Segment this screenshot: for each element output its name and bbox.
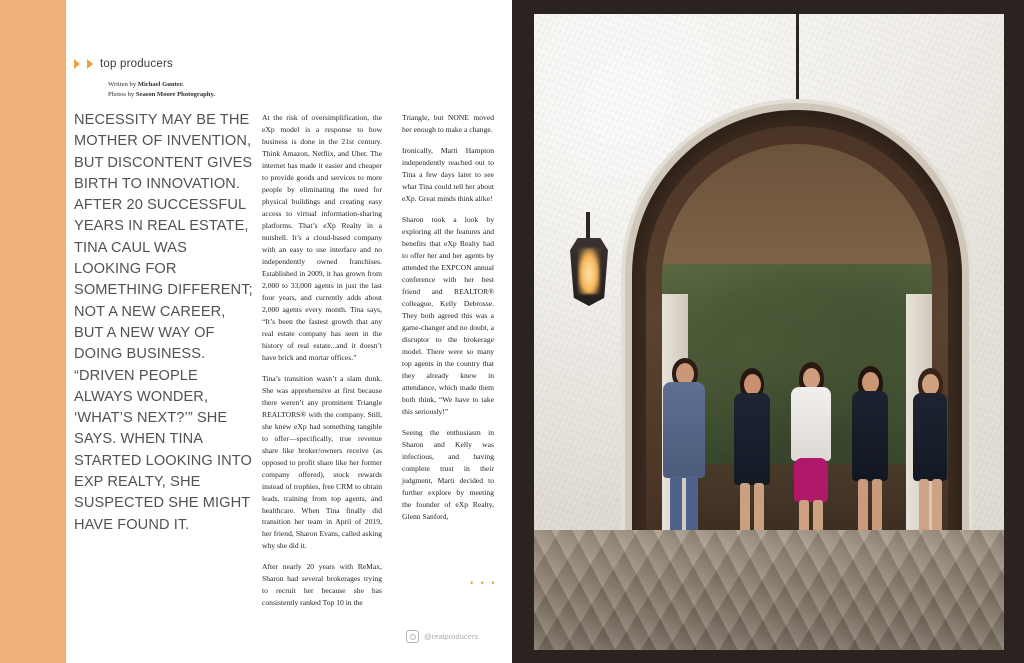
paragraph: Triangle, but NONE moved her enough to make a change. [402,113,494,134]
left-bleed-bar [0,0,66,663]
body-column-three [402,112,494,532]
kicker-label: top producers [100,58,173,70]
paragraph: Seeing the enthusiasm in Sharon and Kelly was infectious, and having complete trust in their judgment, Marti decided to further explore by meeting the founder of eXp Realty, Glenn Sanford, [402,427,494,521]
head [862,372,879,393]
paragraph: Ironically, Marti Hampton independently reached out to Tina a few days later to see what Tina could tell her about eXp. Great minds think alike! [402,145,494,203]
byline-written [108,80,215,90]
byline-written-name: Michael Gunter. [137,81,184,88]
stone-porch-floor [534,530,1004,650]
sconce-glow [578,248,600,294]
chevron-right-icon [74,59,80,69]
outfit [791,387,831,461]
byline-written-prefix: Written by [108,81,138,88]
byline-credits [108,80,215,100]
social-handle: @realproducers [424,632,479,641]
skirt [794,458,828,502]
paragraph: Tina’s transition wasn’t a slam dunk. She was apprehensive at first because there weren’t any prominent Triangle REALTORS® with the company. Still, she knew eXp had something tangible to offer—specifically, true revenue share like broker/owners receive (as opposed to profit share like her former company offered), stock rewards instead of trophies, free CRM to obtain leads, training from top agents, and healthcare. When Tina finally did transition her team in April of 2019, her friend, Sharon Evans, called asking why she did it. [262,373,382,551]
head [744,374,761,395]
lantern-rod [796,14,799,110]
article-deck: NECESSITY MAY BE THE MOTHER OF INVENTION, BUT DISCONTENT GIVES BIRTH TO INNOVATION. AFTER 20 SUCCESSFUL YEARS IN REAL ESTATE, TINA CAUL WAS LOOKING FOR SOMETHING DIFFERENT; NOT A NEW CAREER, BUT A NEW WAY OF DOING BUSINESS. “DRIVEN PEOPLE ALWAYS WONDER, ‘WHAT’S NEXT?’” SHE SAYS. WHEN TINA STARTED LOOKING INTO EXP REALTY, SHE SUSPECTED SHE MIGHT HAVE FOUND IT. [74,112,253,533]
head [922,374,939,395]
chevron-right-icon [87,59,93,69]
paragraph-ornament: • • • [470,578,497,588]
instagram-icon [406,630,419,643]
outfit [852,391,888,481]
head [803,368,820,389]
byline-photos [108,90,215,100]
page-footer [406,630,478,643]
byline-photos-prefix: Photos by [108,90,136,98]
paragraph: After nearly 20 years with ReMax, Sharon had several brokerages trying to recruit her because she has consistently ranked Top 10 in the [262,562,382,608]
stone-pattern [534,530,1004,650]
paragraph: At the risk of oversimplification, the eXp model is a response to how business is done in the 21st century. Think Amazon, Netflix, and Uber. The internet has made it easier and cheaper to provide goods and services to more people by eliminating the need for physical buildings and creating easy access to virtual information-sharing platforms. That’s eXp Realty in a nutshell. It’s a cloud-based company with an easy to use interface and no independently owned franchises. Established in 2009, it has grown from 2,000 to 33,000 agents in just the last four years, and currently adds about 2,000 agents every month. Tina says, “It’s been the fastest growth that any real estate company has seen in the history of real estate...and it doesn’t have brick and mortar offices.” [262,113,382,362]
outfit [913,393,947,481]
outfit [663,382,705,478]
outfit [734,393,770,485]
photo-image [534,14,1004,650]
feature-photograph [512,0,1024,663]
section-kicker [74,58,173,70]
body-column-two [262,112,382,618]
sconce-arm [586,212,590,242]
editorial-page [66,0,512,663]
byline-photos-name: Season Moore Photography. [135,90,216,98]
paragraph: Sharon took a look by exploring all the features and benefits that eXp Realty had to offer her and her agents by attended the EXPCON annual conference with her best friend and REALTOR® colleague, Kelly Debrosse. They both agreed this was a game-changer and no doubt, a disruptor to the brokerage model. There were so many top agents in the country that they already knew in attendance, which made them both think, “We have to take this seriously!” [402,214,494,416]
